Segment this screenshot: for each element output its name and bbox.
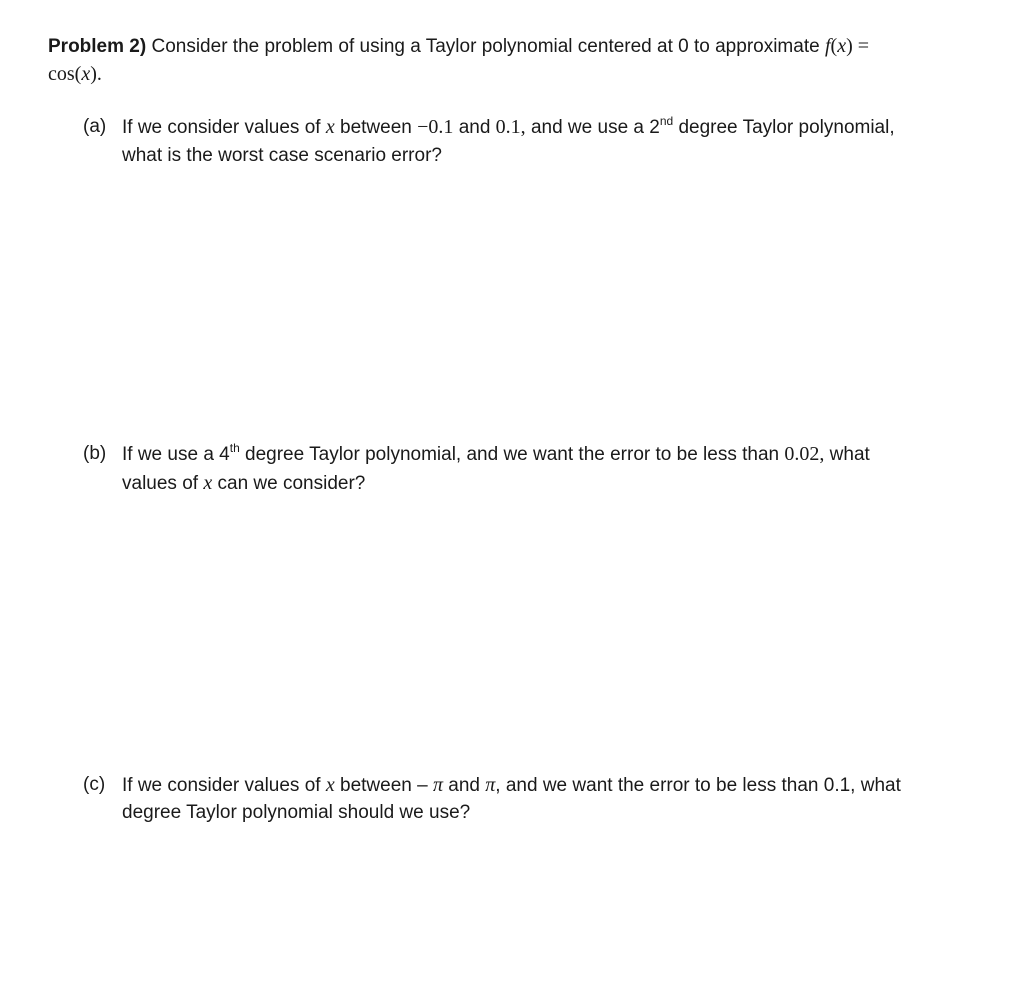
part-a-line-2: what is the worst case scenario error? [122, 145, 442, 166]
part-c-line-1 [122, 772, 901, 799]
cos-arg-x: x [81, 63, 91, 85]
equals-sign: = [852, 35, 870, 57]
part-b-text-1: If we use a 4 [122, 444, 230, 465]
part-c-pi-1: π [432, 774, 443, 796]
cos-function: cos [48, 63, 75, 85]
part-c-text-3: , and we want the error to be less than 0.1, what [495, 775, 901, 796]
part-a-line-1 [122, 114, 895, 141]
part-b-line-2 [122, 470, 365, 497]
part-c-x: x [325, 774, 335, 796]
problem-statement-line-1 [48, 33, 869, 60]
part-c-label: (c) [83, 774, 106, 795]
part-a-label: (a) [83, 116, 107, 137]
part-b-text-3: what [829, 444, 870, 465]
problem-intro: Consider the problem of using a Taylor polynomial centered at 0 to approximate [151, 36, 820, 57]
part-b-superscript: th [229, 441, 240, 455]
part-a-range-low: −0.1 [417, 116, 454, 138]
part-b-text-2: degree Taylor polynomial, and we want the error to be less than [239, 444, 780, 465]
part-a-superscript: nd [659, 114, 674, 128]
function-arg-x: x [837, 35, 847, 57]
function-f: f [824, 35, 831, 57]
part-a-text-3: and we use a 2 [530, 117, 660, 138]
part-b-line-1 [122, 441, 870, 468]
part-c-text-1: If we consider values of [122, 775, 321, 796]
part-a-range-high: 0.1, [495, 116, 526, 138]
part-c-line-2: degree Taylor polynomial should we use? [122, 802, 471, 823]
problem-statement-line-2 [48, 61, 102, 88]
part-b-label: (b) [83, 443, 107, 464]
problem-period: . [96, 63, 102, 85]
part-a-text-2: between [340, 117, 412, 138]
part-c-text-2: between – [340, 775, 428, 796]
part-a-x: x [325, 116, 335, 138]
part-b-x: x [203, 472, 213, 494]
function-arg: (x) [830, 35, 853, 57]
part-a-and: and [458, 117, 491, 138]
part-b-value: 0.02, [784, 443, 825, 465]
part-c-pi-2: π [485, 774, 496, 796]
part-b-line-2-b: can we consider? [217, 473, 366, 494]
part-a-text-4: degree Taylor polynomial, [673, 117, 895, 138]
cos-arg: (x) [74, 63, 97, 85]
part-b-line-2-a: values of [122, 473, 199, 494]
part-a-text-1: If we consider values of [122, 117, 321, 138]
part-c-and: and [448, 775, 480, 796]
problem-title: Problem 2) [48, 36, 147, 57]
